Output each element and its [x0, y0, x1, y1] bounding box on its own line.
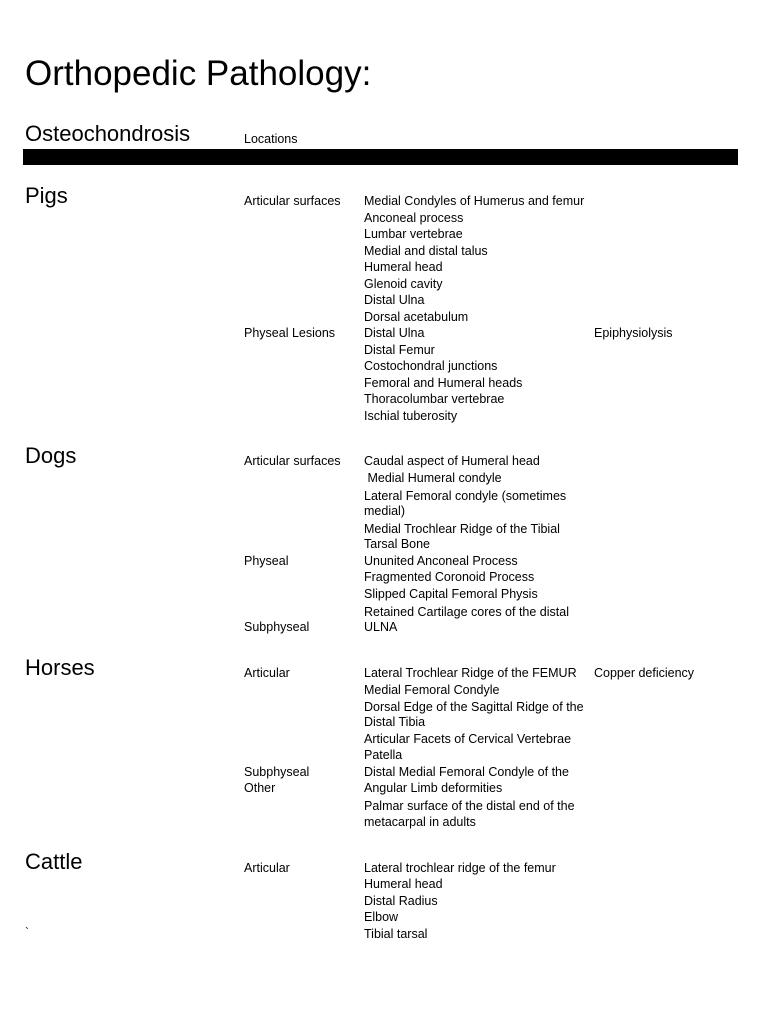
- stray-mark: `: [25, 925, 29, 939]
- location-item: Femoral and Humeral heads: [364, 376, 523, 390]
- category-label: Articular surfaces: [244, 454, 341, 468]
- location-item: Dorsal acetabulum: [364, 310, 469, 324]
- category-label: Articular: [244, 666, 290, 680]
- location-item: Thoracolumbar vertebrae: [364, 392, 505, 406]
- page-title: Orthopedic Pathology:: [25, 54, 372, 93]
- header-divider-bar: [23, 149, 738, 165]
- location-item: Retained Cartilage cores of the distal: [364, 605, 569, 619]
- note-text: Copper deficiency: [594, 666, 695, 680]
- location-item: ULNA: [364, 620, 398, 634]
- location-item: Ununited Anconeal Process: [364, 554, 518, 568]
- location-item: Articular Facets of Cervical Vertebrae: [364, 732, 572, 746]
- animal-heading-pigs: Pigs: [25, 183, 68, 208]
- location-item: Medial and distal talus: [364, 244, 488, 258]
- category-label: Physeal: [244, 554, 289, 568]
- location-item: Tarsal Bone: [364, 537, 431, 551]
- location-item: Distal Ulna: [364, 293, 425, 307]
- animal-heading-cattle: Cattle: [25, 849, 83, 874]
- location-item: Lateral Trochlear Ridge of the FEMUR: [364, 666, 577, 680]
- location-item: Humeral head: [364, 260, 443, 274]
- location-item: Medial Humeral condyle: [364, 471, 502, 485]
- animal-heading-dogs: Dogs: [25, 443, 77, 468]
- location-item: Distal Ulna: [364, 326, 425, 340]
- location-item: Patella: [364, 748, 403, 762]
- category-label: Other: [244, 781, 276, 795]
- location-item: medial): [364, 504, 405, 518]
- location-item: Slipped Capital Femoral Physis: [364, 587, 538, 601]
- location-item: Humeral head: [364, 877, 443, 891]
- location-item: Anconeal process: [364, 211, 464, 225]
- category-label: Subphyseal: [244, 620, 310, 634]
- note-text: Epiphysiolysis: [594, 326, 673, 340]
- location-item: Tibial tarsal: [364, 927, 428, 941]
- location-item: Lateral trochlear ridge of the femur: [364, 861, 556, 875]
- category-label: Subphyseal: [244, 765, 310, 779]
- location-item: metacarpal in adults: [364, 815, 476, 829]
- location-item: Lateral Femoral condyle (sometimes: [364, 489, 567, 503]
- location-item: Costochondral junctions: [364, 359, 498, 373]
- location-item: Dorsal Edge of the Sagittal Ridge of the: [364, 700, 584, 714]
- location-item: Distal Medial Femoral Condyle of the: [364, 765, 569, 779]
- location-item: Distal Radius: [364, 894, 438, 908]
- location-item: Distal Femur: [364, 343, 435, 357]
- location-item: Angular Limb deformities: [364, 781, 503, 795]
- category-label: Physeal Lesions: [244, 326, 336, 340]
- category-label: Articular: [244, 861, 290, 875]
- location-item: Medial Femoral Condyle: [364, 683, 500, 697]
- location-item: Caudal aspect of Humeral head: [364, 454, 540, 468]
- location-item: Lumbar vertebrae: [364, 227, 463, 241]
- location-item: Glenoid cavity: [364, 277, 443, 291]
- location-item: Ischial tuberosity: [364, 409, 458, 423]
- locations-header: Locations: [244, 132, 298, 146]
- animal-heading-horses: Horses: [25, 655, 95, 680]
- category-label: Articular surfaces: [244, 194, 341, 208]
- location-item: Medial Trochlear Ridge of the Tibial: [364, 522, 560, 536]
- location-item: Palmar surface of the distal end of the: [364, 799, 575, 813]
- section-title: Osteochondrosis: [25, 121, 191, 146]
- location-item: Medial Condyles of Humerus and femur: [364, 194, 585, 208]
- location-item: Elbow: [364, 910, 399, 924]
- location-item: Distal Tibia: [364, 715, 426, 729]
- location-item: Fragmented Coronoid Process: [364, 570, 535, 584]
